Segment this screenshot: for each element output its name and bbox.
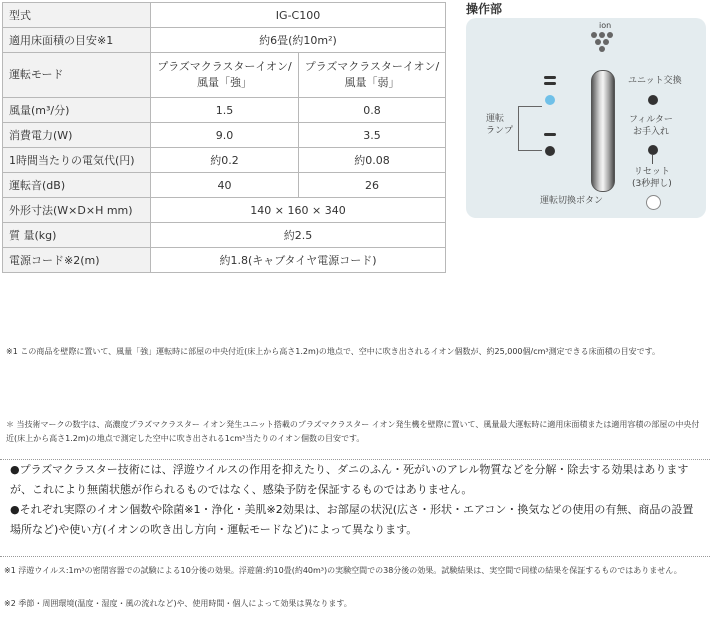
lamp-label: 運転 ランプ [486,114,514,136]
row-value: 140 × 160 × 340 [151,198,446,223]
row-value-strong: 1.5 [151,98,299,123]
note-star: ＊ 当技術マークの数字は、高濃度プラズマクラスター イオン発生ユニット搭載のプラズマクラスター イオン発生機を壁際に置いて、風量最大運転時に適用床面積または適用容積の部屋の中央付近(床上から高さ1.2m)の地点で測定した空中に吹き出される1cm³当たりのイオン個数の目安です。 [6,420,700,443]
control-panel [466,18,706,218]
level-weak-icon [544,133,556,136]
row-value-weak: 0.8 [299,98,446,123]
table-row [3,98,446,123]
unit-exchange-label: ユニット交換 [628,76,682,86]
table-row [3,148,446,173]
row-label: 適用床面積の目安※1 [3,28,151,53]
row-value-weak: 26 [299,173,446,198]
filter-care-lamp [648,145,658,155]
lamp-strong [545,95,555,105]
table-row [3,53,446,98]
table-row [3,173,446,198]
row-value: 約6畳(約10m²) [151,28,446,53]
lamp-weak [545,146,555,156]
row-value-weak: 約0.08 [299,148,446,173]
table-row [3,198,446,223]
table-row [3,248,446,273]
table-row [3,223,446,248]
note-1: ※1 この商品を壁際に置いて、風量「強」運転時に部屋の中央付近(床上から高さ1.2m)の地点で、空中に吹き出されるイオン個数が、約25,000個/cm³測定できる床面積の目安です。 [6,347,660,356]
row-value-strong: 9.0 [151,123,299,148]
row-label: 型式 [3,3,151,28]
reset-button[interactable] [646,195,661,210]
row-label: 消費電力(W) [3,123,151,148]
table-row [3,28,446,53]
row-value: 約1.8(キャブタイヤ電源コード) [151,248,446,273]
row-value-strong: 約0.2 [151,148,299,173]
row-value: 約2.5 [151,223,446,248]
row-value: IG-C100 [151,3,446,28]
disclaimer-box [0,459,710,557]
row-value-strong: 40 [151,173,299,198]
row-label: 1時間当たりの電気代(円) [3,148,151,173]
panel-title: 操作部 [466,2,503,16]
footnote-2: ※2 季節・周囲環境(温度・湿度・風の流れなど)や、使用時間・個人によって効果は異なります。 [4,599,352,608]
row-label: 質 量(kg) [3,223,151,248]
row-label: 運転音(dB) [3,173,151,198]
mode-switch-button[interactable] [591,70,615,192]
switch-label: 運転切換ボタン [540,196,604,206]
unit-exchange-lamp [648,95,658,105]
level-strong-icon [544,82,556,85]
spec-table [2,2,446,273]
footnote-1: ※1 浮遊ウイルス:1m³の密閉容器での試験による10分後の効果。浮遊菌:約10畳(約40m³)の実験空間での38分後の効果。試験結果は、実空間で同様の結果を保証するものではありません。 [4,566,682,575]
filter-care-label: フィルター お手入れ [629,115,673,137]
disclaimer-line: が、これにより無菌状態が作られるものではなく、感染予防を保証するものではありません。 [10,483,473,496]
ion-label: ion [599,21,612,30]
table-row [3,3,446,28]
disclaimer-line: 場所など)や使い方(イオンの吹き出し方向・運転モードなど)によって異なります。 [10,523,418,536]
lamp-pointer-line [518,106,519,150]
disclaimer-line: ●それぞれ実際のイオン個数や除菌※1・浄化・美肌※2効果は、お部屋の状況(広さ・形状・エアコン・換気などの使用の有無、商品の設置 [10,503,694,516]
row-label: 電源コード※2(m) [3,248,151,273]
reset-label: リセット (3秒押し) [632,167,672,189]
disclaimer-line: ●プラズマクラスター技術には、浮遊ウイルスの作用を抑えたり、ダニのふん・死がいのアレル物質などを分解・除去する効果はあります [10,463,689,476]
level-strong-icon [544,76,556,79]
table-row [3,123,446,148]
row-label: 外形寸法(W×D×H mm) [3,198,151,223]
mode-strong: プラズマクラスターイオン/ 風量「強」 [151,53,299,98]
mode-weak: プラズマクラスターイオン/ 風量「弱」 [299,53,446,98]
row-label: 風量(m³/分) [3,98,151,123]
row-value-weak: 3.5 [299,123,446,148]
row-label: 運転モード [3,53,151,98]
